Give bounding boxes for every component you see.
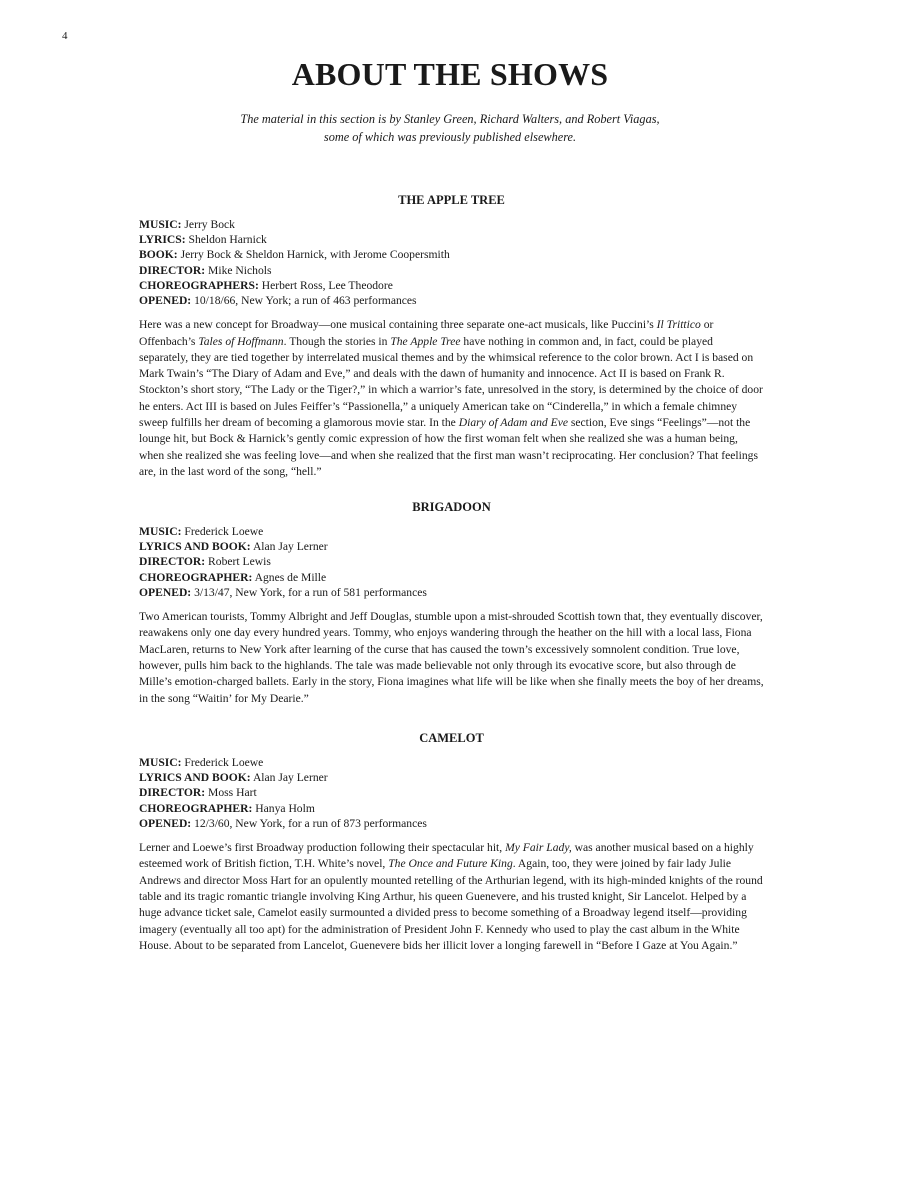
credit-label: CHOREOGRAPHER: (139, 801, 253, 815)
work-title: The Apple Tree (390, 334, 461, 348)
credit-opened (139, 585, 764, 600)
intro-line: The material in this section is by Stanley Green, Richard Walters, and Robert Viagas, (240, 112, 660, 126)
credit-director (139, 785, 764, 800)
desc-text: was another musical based on a highly esteemed work of British fiction, T.H. White’s novel, (139, 841, 754, 871)
desc-text: . Though the stories in (283, 334, 391, 348)
credit-value: Mike Nichols (208, 263, 272, 277)
show-title: CAMELOT (419, 731, 484, 745)
credit-label: OPENED: (139, 294, 192, 308)
work-title: The Once and Future King (388, 857, 513, 871)
credit-label: OPENED: (139, 585, 192, 599)
credit-label: MUSIC: (139, 218, 182, 231)
credit-music (139, 755, 764, 770)
credit-label: CHOREOGRAPHER: (139, 570, 253, 584)
credit-value: Alan Jay Lerner (252, 771, 328, 785)
credit-label: DIRECTOR: (139, 555, 206, 569)
credit-label: OPENED: (139, 816, 192, 830)
credit-value: Herbert Ross, Lee Theodore (261, 278, 393, 292)
work-title: My Fair Lady, (505, 841, 572, 855)
show-description (139, 317, 764, 480)
credit-book (139, 247, 764, 262)
show-camelot (139, 731, 764, 954)
credit-value: Jerry Bock (184, 218, 235, 231)
credit-value: Agnes de Mille (254, 570, 327, 584)
credit-director (139, 263, 764, 278)
credit-label: BOOK: (139, 248, 178, 262)
credit-choreographers (139, 278, 764, 293)
credits-list (139, 524, 764, 600)
page-title: ABOUT THE SHOWS (291, 56, 609, 92)
credit-label: DIRECTOR: (139, 263, 206, 277)
credit-choreographer (139, 801, 764, 816)
desc-text: have nothing in common and, in fact, could be played separately, they are tied together by interrelated musical themes and by the whimsical reference to the color brown. Act I is based on Mark Twain’s “The Diary of Adam and Eve,” and deals with the dawn of humanity and innocence. Act II is based on Frank R. Stockton’s short story, “The Lady or the Tiger?,” in which a warrior’s fate, unresolved in the story, is determined by the choice of door he enters. Act III is based on Jules Feiffer’s “Passionella,” a uniquely American take on “Cinderella,” in which a female chimney sweep fulfills her dream of becoming a glamorous movie star. In the (139, 334, 763, 429)
credit-opened (139, 816, 764, 831)
credit-lyrics-and-book (139, 770, 764, 785)
credit-value: Alan Jay Lerner (252, 540, 328, 554)
credit-value: 12/3/60, New York, for a run of 873 performances (194, 816, 427, 830)
work-title: Diary of Adam and Eve (458, 416, 568, 429)
credit-label: MUSIC: (139, 525, 182, 538)
intro-line: some of which was previously published elsewhere. (323, 130, 577, 144)
credit-value: Sheldon Harnick (188, 233, 267, 247)
credit-label: LYRICS: (139, 233, 186, 247)
credit-lyrics-and-book (139, 539, 764, 554)
credit-value: 3/13/47, New York, for a run of 581 performances (194, 585, 427, 599)
credit-label: CHOREOGRAPHERS: (139, 278, 259, 292)
credit-label: LYRICS AND BOOK: (139, 540, 251, 554)
show-the-apple-tree (139, 193, 764, 480)
desc-text: Lerner and Loewe’s first Broadway production following their spectacular hit, (139, 841, 506, 855)
credit-director (139, 554, 764, 569)
credit-value: Robert Lewis (208, 555, 271, 569)
desc-text: or Offenbach’s (139, 318, 714, 348)
credit-value: Hanya Holm (255, 801, 315, 815)
desc-text: Here was a new concept for Broadway—one musical containing three separate one-act musicals, like Puccini’s (139, 318, 657, 332)
credit-label: LYRICS AND BOOK: (139, 771, 251, 785)
show-description (139, 609, 764, 707)
credit-value: Jerry Bock & Sheldon Harnick, with Jerome Coopersmith (180, 248, 450, 262)
credits-list (139, 755, 764, 831)
page-number: 4 (62, 30, 68, 42)
credit-music (139, 524, 764, 539)
credit-opened (139, 293, 764, 308)
desc-text: section, Eve sings “Feelings”—not the lounge hit, but Bock & Harnick’s gently comic expression of how the first woman felt when she realized she was a human being, when she realized she was feeling love—and when she realized that the first man wasn’t reciprocating. Her conclusion? That feelings are, in the last word of the song, “hell.” (139, 416, 758, 478)
credit-value: Frederick Loewe (184, 525, 264, 538)
credit-music (139, 217, 764, 232)
credit-choreographer (139, 570, 764, 585)
show-brigadoon (139, 500, 764, 707)
work-title: Il Trittico (656, 318, 701, 332)
show-description (139, 840, 764, 954)
credit-value: Frederick Loewe (184, 756, 264, 769)
desc-text: Two American tourists, Tommy Albright and Jeff Douglas, stumble upon a mist-shrouded Scottish town that, they eventually discover, reawakens only one day every hundred years. Tommy, who enjoys wandering through the heather on the hill with a local lass, Fiona MacLaren, returns to New York after learning of the curse that has caused the town’s excessively somnolent condition. True love, however, pulls him back to the highlands. The tale was made believable not only through its evocative score, but also through de Mille’s emotion-charged ballets. Early in the story, Fiona imagines what life will be like when she finally meets the boy of her dreams, in the song “Waitin’ for My Dearie.” (139, 610, 764, 705)
credit-label: DIRECTOR: (139, 786, 206, 800)
credits-list (139, 217, 764, 308)
credit-label: MUSIC: (139, 756, 182, 769)
show-title: THE APPLE TREE (398, 193, 505, 207)
credit-value: 10/18/66, New York; a run of 463 performances (194, 294, 417, 308)
intro-note (140, 110, 760, 146)
desc-text: . Again, too, they were joined by fair lady Julie Andrews and director Moss Hart for an opulently mounted retelling of the Arthurian legend, with its high-minded knights of the round table and its tragic romantic triangle involving King Arthur, his queen Guenevere, and his trusted knight, Sir Lancelot. Helped by a huge advance ticket sale, Camelot easily surmounted a divided press to become something of a Broadway legend itself—providing imagery (eventually all too apt) for the administration of President John F. Kennedy who used to play the cast album in the White House. About to be separated from Lancelot, Guenevere bids her illicit lover a longing farewell in “Before I Gaze at You Again.” (139, 857, 763, 952)
credit-lyrics (139, 232, 764, 247)
work-title: Tales of Hoffmann (198, 334, 284, 348)
credit-value: Moss Hart (208, 786, 257, 800)
show-title: BRIGADOON (412, 500, 491, 514)
